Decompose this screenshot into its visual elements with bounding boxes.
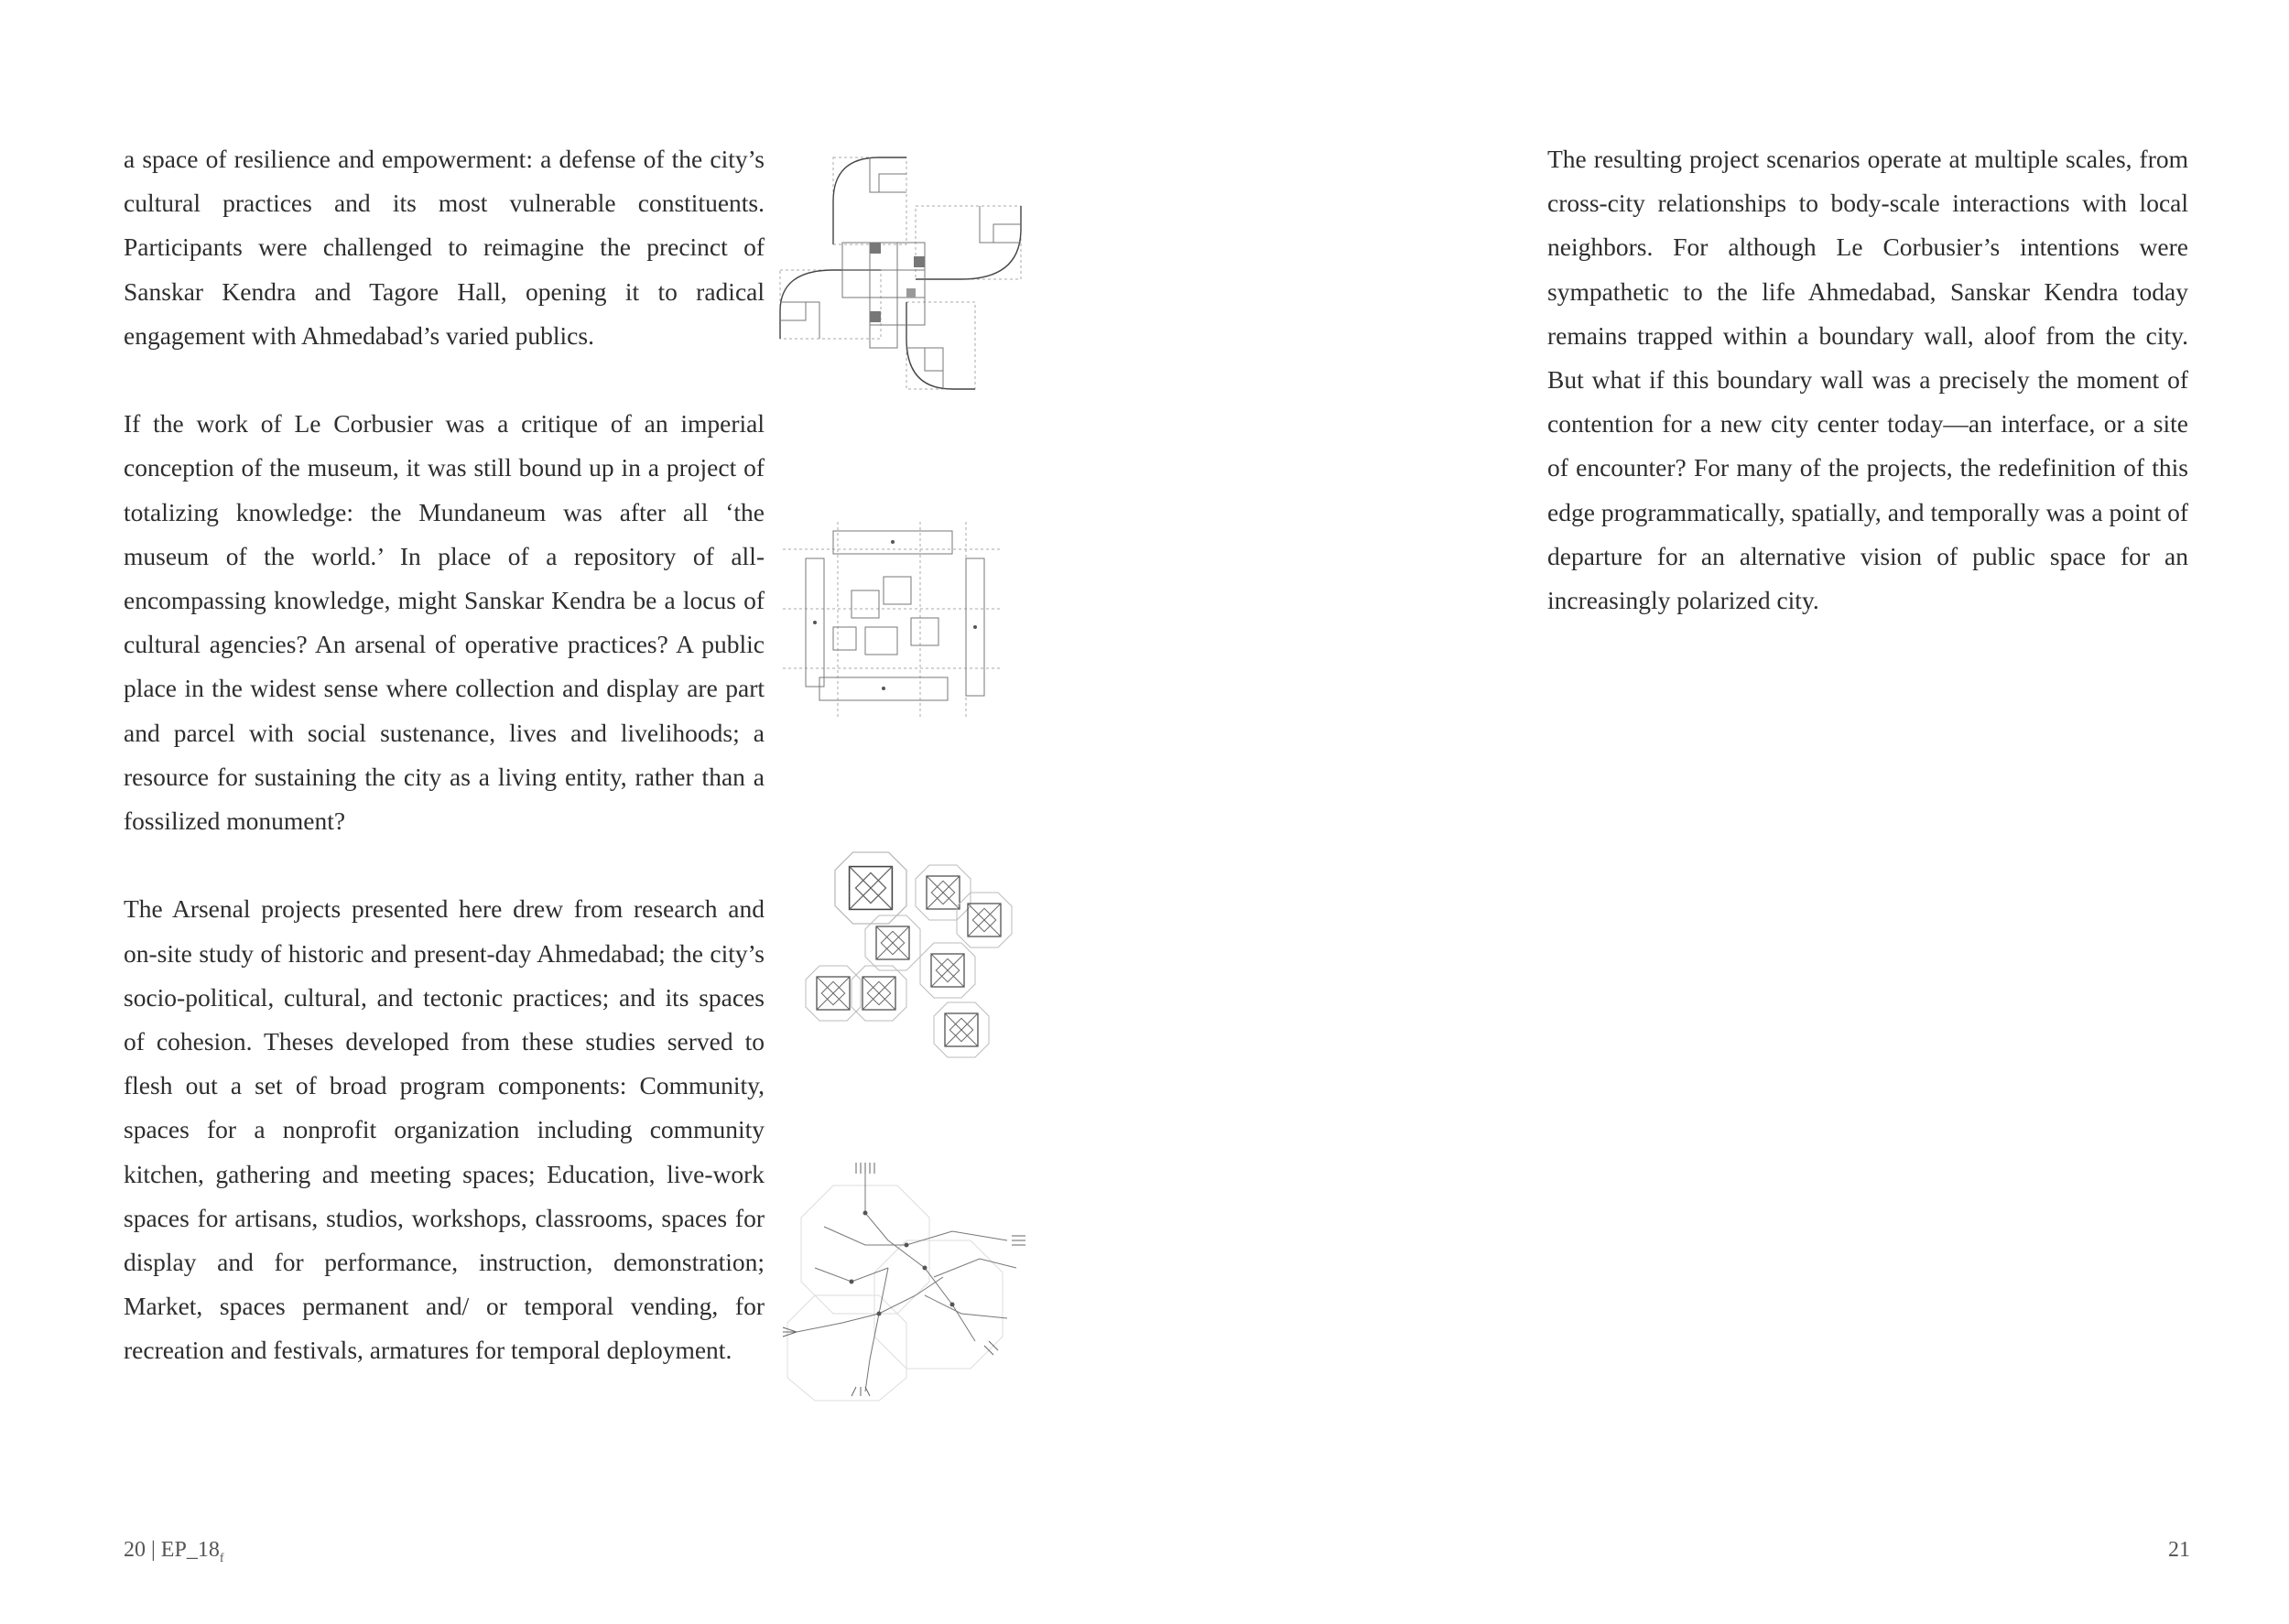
left-paragraph-1: a space of resilience and empowerment: a defense of the city’s cultural practices and its most vulnerable constituents. Participants were challenged to reimagine the precinct of Sanskar Kendra and Tagore Hall, opening it to radical engagement with Ahmedabad’s varied publics.: [124, 145, 765, 350]
left-paragraph-2: If the work of Le Corbusier was a critique of an imperial conception of the museum, it was still bound up in a project of totalizing knowledge: the Mundaneum was after all ‘the museum of the world.’ In place of a repository of all-encompassing knowledge, might Sanskar Kendra be a locus of cultural agencies? An arsenal of operative practices? A public place in the widest sense where collection and display are part and parcel with social sustenance, lives and livelihoods; a resource for sustaining the city as a living entity, rather than a fossilized monument?: [124, 409, 765, 836]
right-page-text: [1547, 137, 2188, 666]
left-page-text: [124, 137, 765, 1417]
grid-squares-diagram: [783, 522, 1003, 719]
left-page-number: 20 | $EP\_18_f$: [124, 1538, 224, 1565]
pinwheel-spiral-diagram: [778, 156, 1025, 394]
octagon-cluster-diagram: [787, 828, 1035, 1071]
branching-network-diagram: [778, 1158, 1035, 1405]
left-paragraph-3: The Arsenal projects presented here drew from research and on-site study of historic and present-day Ahmedabad; the city’s socio-political, cultural, and tectonic practices; and its spaces of cohesion. Theses developed from these studies served to flesh out a set of broad program components: Community, spaces for a nonprofit organization including community kitchen, gathering and meeting spaces; Education, live-work spaces for artisans, studios, workshops, classrooms, spaces for display and for performance, instruction, demonstration; Market, spaces permanent and/ or temporal vending, for recreation and festivals, armatures for temporal deployment.: [124, 894, 765, 1365]
right-page-number: 21: [2168, 1538, 2190, 1562]
right-paragraph-1: The resulting project scenarios operate at multiple scales, from cross-city relationships to body-scale interactions with local neighbors. For although Le Corbusier’s intentions were sympathetic to the life Ahmedabad, Sanskar Kendra today remains trapped within a boundary wall, aloof from the city. But what if this boundary wall was a precisely the moment of contention for a new city center today—an interface, or a site of encounter? For many of the projects, the redefinition of this edge programmatically, spatially, and temporally was a point of departure for an alternative vision of public space for an increasingly polarized city.: [1547, 145, 2188, 615]
